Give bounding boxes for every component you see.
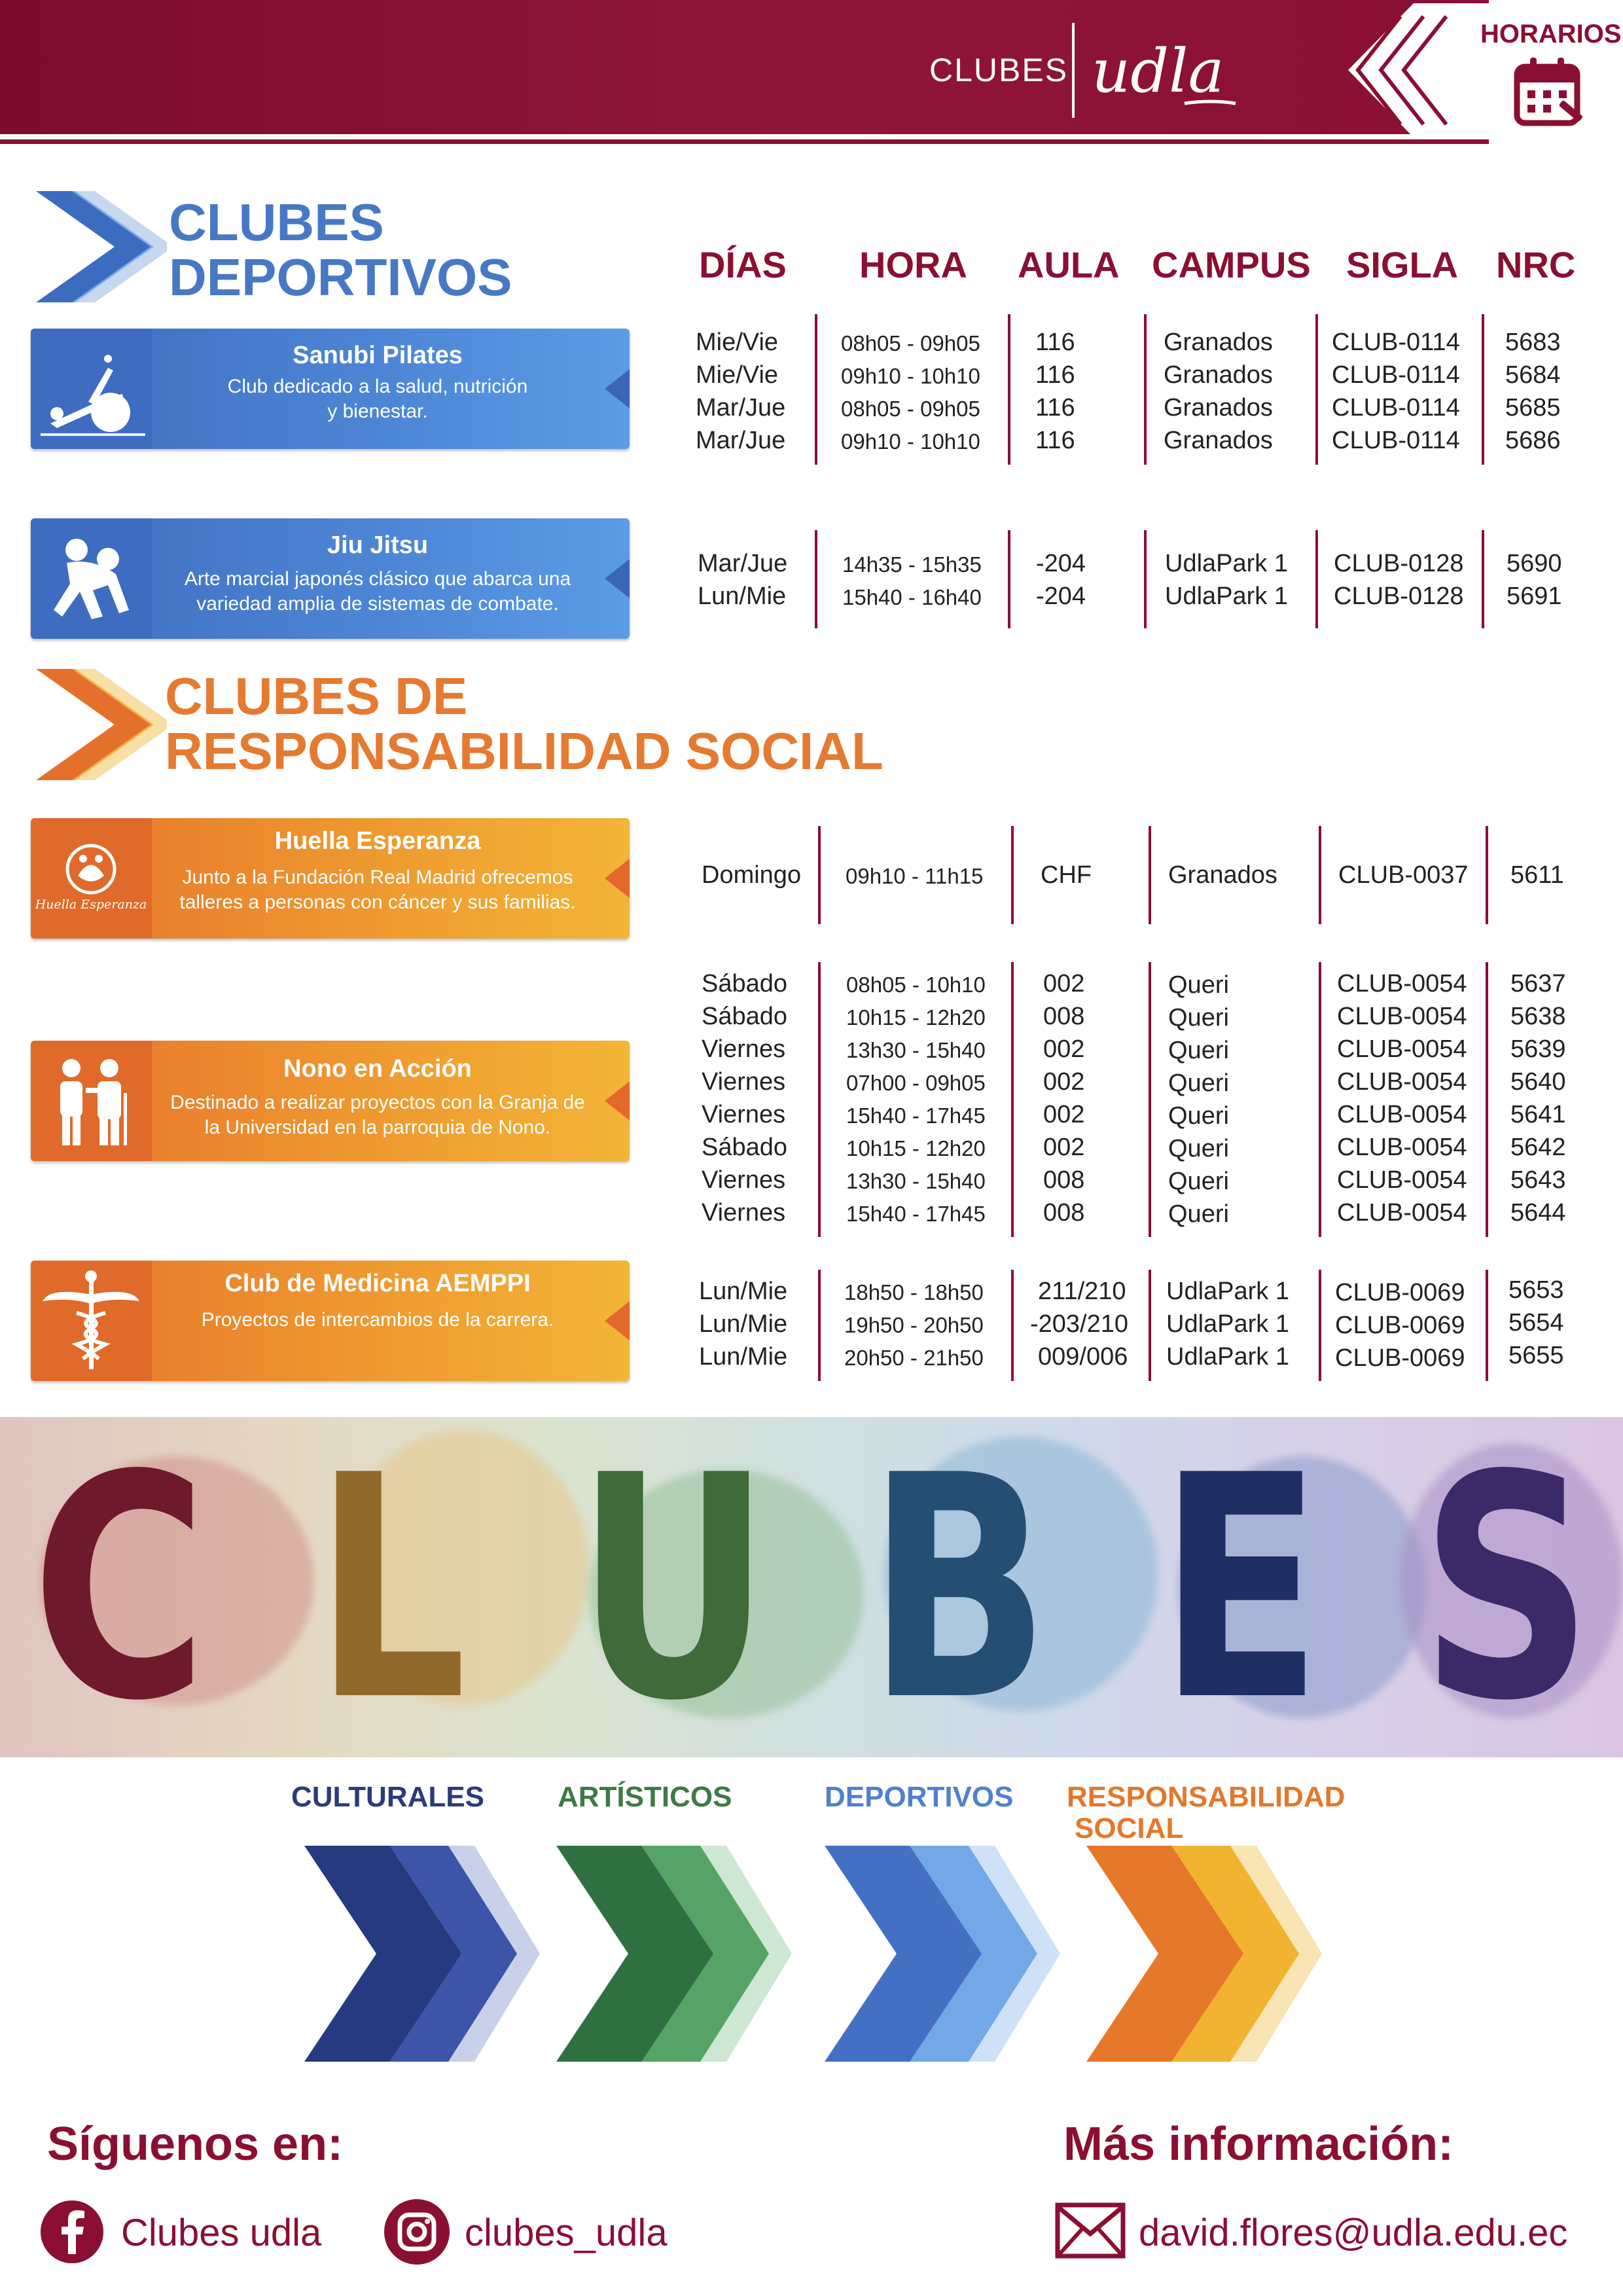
cell-campus: Granados [1164,361,1273,389]
club-description [152,374,603,424]
cell-hora: 08h05 - 10h10 [846,973,986,997]
huella-esperanza-logo-box [31,818,152,939]
follow-us-title: Síguenos en: [47,2118,344,2170]
club-description-line: y bienestar. [327,401,428,422]
cell-aula: 116 [1035,361,1075,389]
category-deportivos [825,1782,1014,1813]
cell-aula: 002 [1043,1101,1085,1128]
cell-campus: UdlaPark 1 [1166,1310,1289,1338]
udla-logo [1086,26,1237,118]
cell-hora: 15h40 - 16h40 [842,585,982,609]
cell-aula: -203/210 [1030,1310,1129,1338]
column-divider [1486,826,1488,924]
cell-campus: Queri [1168,1168,1229,1195]
club-card-sanubi-pilates [31,329,630,449]
club-name: Club de Medicina AEMPPI [224,1270,531,1297]
club-card-nono-en-accion [31,1041,630,1161]
cell-campus: UdlaPark 1 [1165,583,1288,610]
club-name: Sanubi Pilates [293,342,463,369]
caduceus-icon-box [31,1261,152,1381]
cell-sigla: CLUB-0114 [1332,329,1460,356]
cell-sigla: CLUB-0054 [1337,1134,1467,1161]
artisticos-chevron [556,1846,805,2062]
category-label: RESPONSABILIDAD [1067,1781,1346,1813]
cell-aula: 009/006 [1038,1343,1128,1371]
cell-sigla: CLUB-0128 [1334,550,1464,577]
column-divider [1011,1270,1014,1381]
cell-aula: 116 [1035,394,1075,422]
cell-sigla: CLUB-0114 [1332,427,1460,454]
section-deportivos-chevron [36,191,167,302]
cell-nrc: 5642 [1510,1134,1566,1161]
deportivos-chevron [825,1846,1073,2062]
facebook-link[interactable]: Clubes udla [121,2212,322,2254]
cell-campus: Queri [1168,1102,1229,1130]
column-divider [1482,530,1484,628]
cell-dias: Domingo [702,861,802,889]
more-info-title: Más información: [1063,2118,1454,2170]
section-deportivos-title-line1: CLUBES [169,193,384,251]
column-divider [818,962,821,1237]
club-description [152,865,603,915]
cell-sigla: CLUB-0114 [1332,361,1460,389]
pilates-icon-box [31,329,152,449]
cell-campus: UdlaPark 1 [1166,1343,1289,1371]
cell-nrc: 5641 [1510,1101,1566,1128]
cell-nrc: 5655 [1508,1342,1564,1369]
cell-dias: Viernes [702,1035,786,1063]
column-divider [815,314,817,465]
banner-letter: B [867,1417,1050,1757]
cell-aula: -204 [1036,583,1086,610]
calendar-icon [1513,54,1585,129]
club-description [152,1308,603,1333]
club-description-line: la Universidad en la parroquia de Nono. [204,1117,551,1138]
card-notch [605,859,630,898]
column-header-campus: CAMPUS [1152,244,1311,285]
cell-hora: 09h10 - 10h10 [841,364,980,388]
cell-nrc: 5691 [1507,583,1562,610]
club-description [152,1090,603,1140]
cell-dias: Mar/Jue [696,427,786,454]
cell-hora: 09h10 - 11h15 [846,864,984,888]
category-label: SOCIAL [1075,1812,1184,1844]
column-divider [1149,1270,1151,1381]
huella-esperanza-logo-caption: Huella Esperanza [35,897,147,912]
caduceus-icon [31,1261,152,1381]
column-divider [815,530,817,628]
responsabilidad-social-chevron [1086,1846,1335,2062]
martial-arts-icon [31,518,152,639]
cell-aula: 002 [1043,1035,1085,1063]
cell-nrc: 5684 [1505,361,1561,389]
column-divider [1486,1270,1488,1381]
section-social-title-line2: RESPONSABILIDAD SOCIAL [165,722,883,780]
cell-aula: -204 [1036,550,1086,577]
column-divider [818,826,821,924]
cell-nrc: 5644 [1510,1199,1566,1227]
cell-campus: UdlaPark 1 [1165,550,1288,577]
category-artisticos [558,1782,732,1813]
category-responsabilidad-social [1067,1782,1345,1844]
card-notch [605,1301,630,1340]
cell-campus: Queri [1168,1004,1229,1031]
cell-dias: Sábado [702,970,788,997]
header-chevrons [1335,3,1492,137]
club-description-line: talleres a personas con cáncer y sus familias. [179,891,576,913]
cell-hora: 08h05 - 09h05 [841,331,980,355]
cell-sigla: CLUB-0037 [1338,861,1469,889]
cell-aula: 008 [1043,1166,1085,1194]
cell-hora: 14h35 - 15h35 [842,552,982,577]
cell-sigla: CLUB-0054 [1337,1003,1467,1030]
column-divider [1144,314,1147,465]
column-header-dias: DÍAS [699,244,787,285]
cell-campus: Queri [1168,971,1229,999]
cell-sigla: CLUB-0054 [1337,1101,1467,1128]
column-divider [1482,314,1484,465]
cell-dias: Lun/Mie [699,1310,788,1338]
card-notch [605,369,630,408]
cell-campus: Granados [1164,427,1273,454]
cell-campus: Queri [1168,1135,1229,1162]
email-link[interactable]: david.flores@udla.edu.ec [1139,2212,1568,2254]
column-header-hora: HORA [859,244,967,285]
cell-nrc: 5611 [1510,861,1564,889]
club-name: Huella Esperanza [274,827,481,855]
banner-letter: E [1158,1417,1323,1757]
cell-hora: 09h10 - 10h10 [841,429,980,454]
instagram-icon[interactable] [383,2198,451,2266]
cell-sigla: CLUB-0069 [1335,1344,1465,1372]
cell-campus: Queri [1168,1037,1229,1064]
cell-campus: Granados [1164,394,1273,422]
card-notch [605,559,630,598]
club-description-line: Destinado a realizar proyectos con la Granja de [170,1092,585,1113]
column-divider [1315,314,1318,465]
cell-campus: Queri [1168,1069,1229,1097]
cell-dias: Viernes [702,1166,786,1194]
cell-dias: Lun/Mie [699,1343,788,1371]
column-divider [1149,826,1151,924]
club-card-medicina-aemppi [31,1261,630,1381]
banner-veil [0,1417,1623,1757]
martial-arts-icon-box [31,518,152,639]
pilates-icon [31,329,152,449]
club-card-jiu-jitsu [31,518,630,639]
cell-hora: 19h50 - 20h50 [844,1313,984,1337]
section-social-title-line1: CLUBES DE [165,667,468,725]
cell-dias: Sábado [702,1003,788,1030]
cell-dias: Viernes [702,1068,786,1096]
cell-sigla: CLUB-0054 [1337,1035,1467,1063]
horarios-label: HORARIOS [1480,20,1622,48]
cell-dias: Viernes [702,1101,786,1128]
club-description-line: variedad amplia de sistemas de combate. [196,593,559,615]
column-divider [1486,962,1488,1237]
cell-dias: Mie/Vie [696,329,779,356]
cell-hora: 10h15 - 12h20 [846,1136,986,1160]
cell-nrc: 5690 [1507,550,1562,577]
cell-nrc: 5640 [1510,1068,1566,1096]
cell-hora: 07h00 - 09h05 [846,1071,986,1095]
club-description-line: Proyectos de intercambios de la carrera. [201,1309,554,1331]
cell-aula: CHF [1041,861,1092,889]
cell-sigla: CLUB-0054 [1337,1166,1467,1194]
cell-sigla: CLUB-0128 [1334,583,1464,610]
cell-hora: 08h05 - 09h05 [841,397,980,421]
column-divider [1315,530,1318,628]
cell-hora: 13h30 - 15h40 [846,1169,986,1193]
category-label: ARTÍSTICOS [558,1781,732,1813]
instagram-link[interactable]: clubes_udla [465,2212,668,2254]
column-header-nrc: NRC [1496,244,1576,285]
section-social-chevron [36,669,167,780]
header-title: CLUBES [929,52,1069,88]
column-divider [1319,826,1321,924]
cell-nrc: 5639 [1510,1035,1566,1063]
cell-sigla: CLUB-0114 [1332,394,1460,422]
cell-hora: 15h40 - 17h45 [846,1202,986,1226]
column-divider [1319,962,1321,1237]
club-description-line: Club dedicado a la salud, nutrición [227,376,528,397]
cell-dias: Mar/Jue [698,550,788,577]
cell-nrc: 5637 [1510,970,1566,997]
cell-dias: Sábado [702,1134,788,1161]
banner-letter: S [1420,1417,1594,1757]
huella-esperanza-logo [31,818,152,939]
culturales-chevron [304,1846,553,2062]
banner-letter: C [31,1417,208,1757]
card-notch [605,1081,630,1121]
column-divider [1011,826,1014,924]
cell-nrc: 5638 [1510,1003,1566,1030]
cell-aula: 008 [1043,1199,1085,1227]
club-name: Jiu Jitsu [327,531,429,559]
header-bar [0,0,1489,134]
clubes-banner [0,1417,1623,1757]
category-label: CULTURALES [291,1781,484,1813]
cell-aula: 002 [1043,1134,1085,1161]
mail-icon[interactable] [1055,2202,1126,2259]
cell-dias: Lun/Mie [699,1278,788,1305]
cell-sigla: CLUB-0054 [1337,970,1467,997]
header [0,0,1623,147]
section-social-title [165,669,883,779]
cell-hora: 13h30 - 15h40 [846,1038,986,1062]
cell-sigla: CLUB-0069 [1335,1312,1465,1339]
cell-sigla: CLUB-0054 [1337,1068,1467,1096]
banner-letter: L [314,1417,467,1757]
column-divider [1011,962,1014,1237]
cell-dias: Mie/Vie [696,361,779,389]
column-divider [818,1270,821,1381]
club-description [152,567,603,617]
cell-nrc: 5653 [1508,1276,1564,1304]
column-header-sigla: SIGLA [1346,244,1459,285]
cell-campus: Granados [1168,861,1277,889]
column-divider [1008,314,1010,465]
cell-campus: UdlaPark 1 [1166,1278,1289,1305]
cell-sigla: CLUB-0054 [1337,1199,1467,1227]
cell-nrc: 5686 [1505,427,1561,454]
cell-dias: Mar/Jue [696,394,786,422]
cell-aula: 116 [1035,329,1075,356]
column-divider [1149,962,1151,1237]
cell-hora: 20h50 - 21h50 [844,1346,984,1370]
club-name: Nono en Acción [283,1055,472,1083]
cell-aula: 002 [1043,970,1085,997]
header-underline [0,139,1489,144]
cell-nrc: 5685 [1505,394,1561,422]
section-deportivos-title-line2: DEPORTIVOS [169,248,512,306]
elderly-people-icon-box [31,1041,152,1161]
cell-hora: 15h40 - 17h45 [846,1103,986,1128]
column-header-aula: AULA [1018,244,1120,285]
category-label: DEPORTIVOS [825,1781,1014,1813]
column-divider [1319,1270,1321,1381]
cell-aula: 211/210 [1038,1278,1126,1305]
facebook-icon[interactable] [39,2199,105,2265]
cell-nrc: 5683 [1505,329,1561,356]
cell-sigla: CLUB-0069 [1335,1279,1465,1306]
column-divider [1144,530,1147,628]
section-deportivos-title [169,195,512,305]
cell-aula: 008 [1043,1003,1085,1030]
club-description-line: Arte marcial japonés clásico que abarca una [184,568,571,590]
cell-hora: 10h15 - 12h20 [846,1005,986,1030]
header-divider [1072,23,1075,118]
elderly-people-icon [31,1041,152,1161]
cell-aula: 002 [1043,1068,1085,1096]
cell-dias: Lun/Mie [698,583,787,610]
cell-aula: 116 [1035,427,1075,454]
udla-logo-text: udla [1092,36,1224,106]
cell-hora: 18h50 - 18h50 [844,1280,984,1304]
cell-nrc: 5654 [1508,1309,1564,1336]
cell-campus: Queri [1168,1200,1229,1228]
category-culturales [291,1782,484,1813]
banner-letter: U [576,1417,771,1757]
cell-campus: Granados [1164,329,1273,356]
club-card-huella-esperanza [31,818,630,939]
club-description-line: Junto a la Fundación Real Madrid ofrecemos [182,867,573,888]
cell-nrc: 5643 [1510,1166,1566,1194]
column-divider [1008,530,1010,628]
cell-dias: Viernes [702,1199,786,1227]
